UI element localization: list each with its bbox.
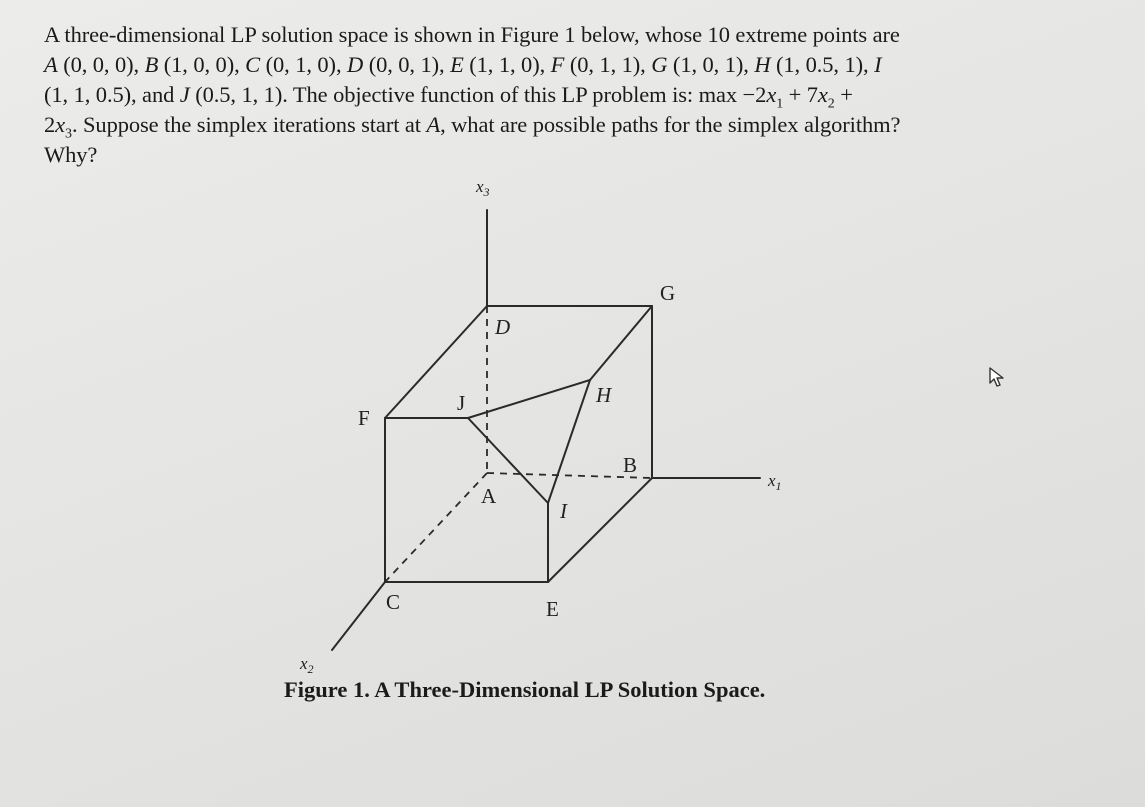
point-h-label: H xyxy=(754,52,771,77)
point-g-label: G xyxy=(651,52,668,77)
x1-axis-label: $x_1$ xyxy=(768,471,782,493)
vertex-label-d: D xyxy=(495,315,511,339)
point-d-label: D xyxy=(347,52,364,77)
problem-text: Why? xyxy=(44,142,98,167)
start-point: A xyxy=(426,112,441,137)
edge-g-h xyxy=(590,306,652,380)
edge-h-i xyxy=(548,380,590,503)
vertex-label-a: A xyxy=(481,484,497,508)
coef-x3: 2 xyxy=(44,112,56,137)
vertex-label-i: I xyxy=(560,499,567,523)
var-x2: x xyxy=(817,82,828,107)
mouse-cursor-icon xyxy=(987,366,1009,388)
objective-text: + xyxy=(840,82,853,107)
point-j-label: J xyxy=(179,82,190,107)
edge-j-i xyxy=(468,418,548,503)
vertex-label-j: J xyxy=(457,391,466,415)
x3-axis-label: $x_3$ xyxy=(476,177,490,199)
point-b-label: B xyxy=(144,52,159,77)
vertex-label-f: F xyxy=(358,406,370,430)
var-x1: x xyxy=(766,82,777,107)
problem-text: (1, 1, 0.5), and xyxy=(44,82,175,107)
point-h-coords: (1, 0.5, 1), xyxy=(776,52,875,77)
point-e-coords: (1, 1, 0), xyxy=(469,52,551,77)
vertex-label-e: E xyxy=(546,597,559,621)
point-a-label: A xyxy=(44,52,58,77)
edge-d-f xyxy=(385,306,487,418)
edge-e-b xyxy=(548,478,652,582)
var-x3: x xyxy=(55,112,66,137)
point-d-coords: (0, 0, 1), xyxy=(368,52,451,77)
point-b-coords: (1, 0, 0), xyxy=(163,52,246,77)
point-e-label: E xyxy=(450,52,464,77)
problem-text: . Suppose the simplex iterations start at xyxy=(71,112,421,137)
point-f-coords: (0, 1, 1), xyxy=(569,52,652,77)
x2-axis-label: $x_2$ xyxy=(300,654,314,676)
vertex-label-c: C xyxy=(386,590,401,614)
objective-text: (0.5, 1, 1). The objective function of this LP problem is: max −2 xyxy=(195,82,767,107)
point-c-coords: (0, 1, 0), xyxy=(265,52,347,77)
point-g-coords: (1, 0, 1), xyxy=(672,52,755,77)
vertex-label-h: H xyxy=(596,383,612,407)
x2-axis xyxy=(332,582,385,650)
vertex-label-b: B xyxy=(623,453,638,477)
point-i-label: I xyxy=(874,52,882,77)
objective-text: + 7 xyxy=(788,82,818,107)
point-c-label: C xyxy=(245,52,261,77)
problem-text: A three-dimensional LP solution space is shown in Figure 1 below, whose 10 extreme points are xyxy=(44,22,900,47)
vertex-label-g: G xyxy=(660,281,676,305)
point-a-coords: (0, 0, 0), xyxy=(63,52,145,77)
problem-text: , what are possible paths for the simplex algorithm? xyxy=(440,112,901,137)
sub-1: 1 xyxy=(776,96,784,112)
hidden-edge-a-c xyxy=(385,473,487,582)
figure-caption: Figure 1. A Three-Dimensional LP Solution Space. xyxy=(284,677,766,702)
sub-2: 2 xyxy=(827,96,835,112)
sub-3: 3 xyxy=(65,126,72,142)
point-f-label: F xyxy=(550,52,565,77)
